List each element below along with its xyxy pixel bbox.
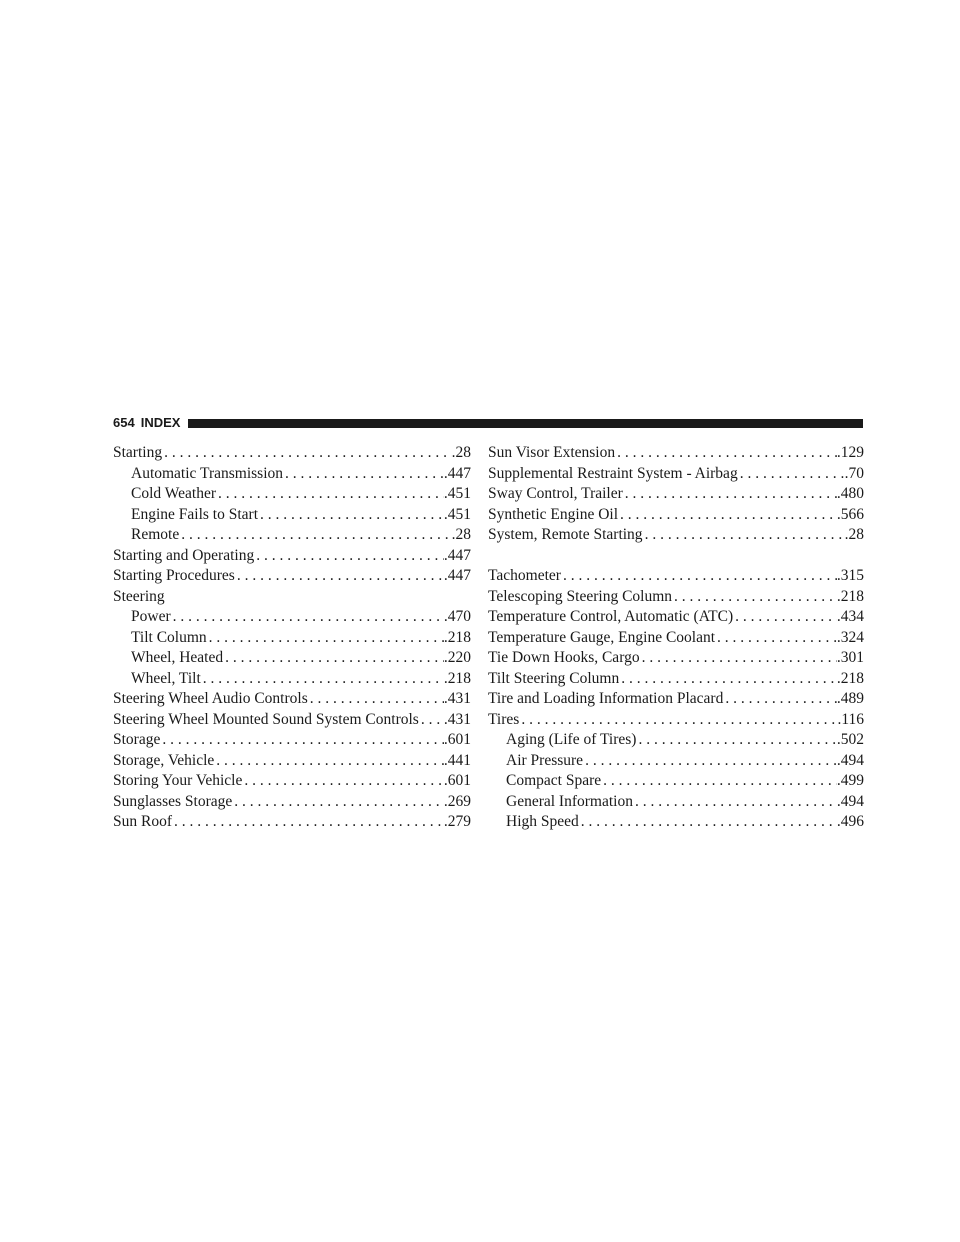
index-entry[interactable] (113, 689, 471, 710)
entry-label: Storage (113, 731, 161, 748)
entry-label: Wheel, Heated (131, 649, 224, 666)
entry-page-number: .451 (443, 505, 471, 523)
entry-page-number: .496 (836, 813, 864, 830)
entry-label: Starting Procedures (113, 567, 235, 584)
index-entry[interactable] (113, 710, 471, 731)
entry-label: Storage, Vehicle (113, 751, 215, 769)
section-title: INDEX (140, 415, 181, 430)
entry-label: Power (131, 608, 171, 625)
index-subentry[interactable] (488, 792, 864, 813)
index-entry[interactable] (488, 607, 864, 628)
entry-page-number: .218 (443, 628, 471, 646)
dot-leader (242, 771, 444, 792)
dot-leader (583, 751, 837, 772)
entry-label: Aging (Life of Tires) (506, 731, 637, 748)
entry-label: Tilt Column (131, 628, 207, 646)
entry-label: Tire and Loading Information Placard (488, 690, 724, 707)
index-subentry[interactable] (113, 607, 471, 628)
entry-page-number: .434 (836, 608, 864, 625)
index-entry[interactable] (113, 587, 471, 608)
dot-leader (201, 669, 444, 690)
entry-page-number: .447 (443, 567, 471, 584)
dot-leader (223, 648, 444, 669)
entry-label: Temperature Control, Automatic (ATC) (488, 608, 734, 625)
section-gap (488, 546, 864, 567)
index-entry[interactable] (488, 587, 864, 608)
entry-label: Tie Down Hooks, Cargo (488, 649, 640, 666)
entry-page-number: .499 (836, 772, 864, 789)
dot-leader (216, 484, 444, 505)
entry-label: Supplemental Restraint System - Airbag (488, 464, 738, 482)
entry-page-number: .494 (836, 751, 864, 769)
dot-leader (162, 443, 452, 464)
entry-page-number: .279 (443, 813, 471, 830)
dot-leader (623, 484, 837, 505)
entry-label: Synthetic Engine Oil (488, 505, 619, 523)
entry-page-number: .218 (836, 587, 864, 605)
entry-label: Tachometer (488, 567, 561, 584)
dot-leader (619, 669, 837, 690)
entry-label: Automatic Transmission (131, 464, 284, 482)
entry-label: Steering Wheel Audio Controls (113, 690, 308, 707)
dot-leader (519, 710, 837, 731)
index-entry[interactable] (488, 464, 864, 485)
index-subentry[interactable] (113, 525, 471, 546)
index-subentry[interactable] (113, 669, 471, 690)
entry-label: Sun Roof (113, 813, 172, 830)
index-subentry[interactable] (113, 484, 471, 505)
entry-page-number: .601 (443, 772, 471, 789)
entry-page-number: .431 (443, 690, 471, 707)
entry-label: Sway Control, Trailer (488, 485, 623, 502)
dot-leader (232, 792, 444, 813)
dot-leader (308, 689, 444, 710)
dot-leader (254, 546, 444, 567)
dot-leader (258, 505, 444, 526)
dot-leader (618, 505, 837, 526)
index-subentry[interactable] (488, 751, 864, 772)
index-entry[interactable] (488, 525, 864, 546)
entry-page-number: .451 (443, 485, 471, 502)
entry-page-number: .315 (836, 567, 864, 584)
dot-leader (615, 443, 837, 464)
index-subentry[interactable] (488, 812, 864, 833)
dot-leader (733, 607, 837, 628)
entry-label: Air Pressure (506, 751, 584, 769)
index-entry[interactable] (488, 566, 864, 587)
index-entry[interactable] (113, 566, 471, 587)
entry-page-number: .116 (837, 710, 864, 728)
entry-page-number: .220 (443, 649, 471, 666)
page-header (113, 414, 863, 432)
index-entry[interactable] (488, 689, 864, 710)
dot-leader (160, 730, 444, 751)
entry-label: High Speed (506, 813, 579, 830)
entry-page-number: .566 (836, 505, 864, 523)
entry-label: Tilt Steering Column (488, 669, 620, 687)
index-subentry[interactable] (488, 771, 864, 792)
entry-label: General Information (506, 792, 633, 810)
index-entry[interactable] (488, 443, 864, 464)
index-entry[interactable] (488, 648, 864, 669)
dot-leader (672, 587, 837, 608)
entry-page-number: .494 (836, 792, 864, 810)
index-entry[interactable] (488, 484, 864, 505)
index-entry[interactable] (113, 546, 471, 567)
entry-label: Steering (113, 587, 165, 605)
entry-label: Compact Spare (506, 772, 602, 789)
entry-page-number: .28 (451, 526, 471, 543)
entry-page-number: .269 (443, 792, 471, 810)
entry-page-number: .28 (451, 444, 471, 461)
dot-leader (283, 464, 444, 485)
index-subentry[interactable] (488, 730, 864, 751)
entry-label: Storing Your Vehicle (113, 772, 243, 789)
dot-leader (738, 464, 845, 485)
entry-label: Temperature Gauge, Engine Coolant (488, 628, 716, 646)
entry-page-number: .301 (836, 649, 864, 666)
index-entry[interactable] (488, 628, 864, 649)
dot-leader (715, 628, 837, 649)
entry-page-number: .601 (443, 731, 471, 748)
entry-page-number: .502 (836, 731, 864, 748)
index-entry[interactable] (488, 669, 864, 690)
entry-label: System, Remote Starting (488, 526, 643, 543)
entry-label: Sunglasses Storage (113, 792, 233, 810)
dot-leader (171, 607, 444, 628)
dot-leader (601, 771, 837, 792)
index-entry[interactable] (113, 771, 471, 792)
entry-page-number: .129 (836, 444, 864, 461)
index-subentry[interactable] (113, 464, 471, 485)
entry-label: Wheel, Tilt (131, 669, 201, 687)
entry-label: Starting and Operating (113, 546, 255, 564)
index-entry[interactable] (488, 505, 864, 526)
index-entry[interactable] (113, 730, 471, 751)
entry-label: Sun Visor Extension (488, 444, 616, 461)
dot-leader (207, 628, 444, 649)
entry-label: Starting (113, 444, 163, 461)
entry-page-number: .218 (836, 669, 864, 687)
entry-page-number: .447 (443, 546, 471, 564)
index-subentry[interactable] (113, 628, 471, 649)
dot-leader (561, 566, 837, 587)
entry-page-number: .489 (836, 690, 864, 707)
dot-leader (419, 710, 444, 731)
entry-label: Steering Wheel Mounted Sound System Controls (113, 710, 419, 728)
entry-label: Engine Fails to Start (131, 505, 259, 523)
index-entry[interactable] (113, 812, 471, 833)
entry-page-number: .324 (836, 628, 864, 646)
entry-label: Telescoping Steering Column (488, 587, 673, 605)
entry-label: Remote (131, 526, 180, 543)
index-entry[interactable] (113, 443, 471, 464)
page-number: 654 (113, 415, 135, 430)
dot-leader (723, 689, 837, 710)
dot-leader (179, 525, 451, 546)
dot-leader (636, 730, 836, 751)
header-rule (188, 419, 863, 428)
dot-leader (640, 648, 837, 669)
index-column-right (488, 443, 864, 833)
entry-page-number: .480 (836, 485, 864, 502)
dot-leader (633, 792, 837, 813)
entry-page-number: .70 (844, 464, 864, 482)
entry-page-number: .28 (844, 526, 864, 543)
entry-page-number: .431 (443, 710, 471, 728)
index-entry[interactable] (113, 792, 471, 813)
entry-page-number: .470 (443, 608, 471, 625)
dot-leader (235, 566, 444, 587)
entry-page-number: .447 (443, 464, 471, 482)
entry-label: Cold Weather (131, 485, 216, 502)
dot-leader (643, 525, 845, 546)
index-entry[interactable] (113, 751, 471, 772)
index-subentry[interactable] (113, 648, 471, 669)
index-subentry[interactable] (113, 505, 471, 526)
index-entry[interactable] (488, 710, 864, 731)
index-column-left (113, 443, 471, 833)
dot-leader (579, 812, 837, 833)
entry-page-number: .218 (443, 669, 471, 687)
entry-page-number: .441 (443, 751, 471, 769)
dot-leader (172, 812, 444, 833)
dot-leader (214, 751, 444, 772)
entry-label: Tires (488, 710, 520, 728)
